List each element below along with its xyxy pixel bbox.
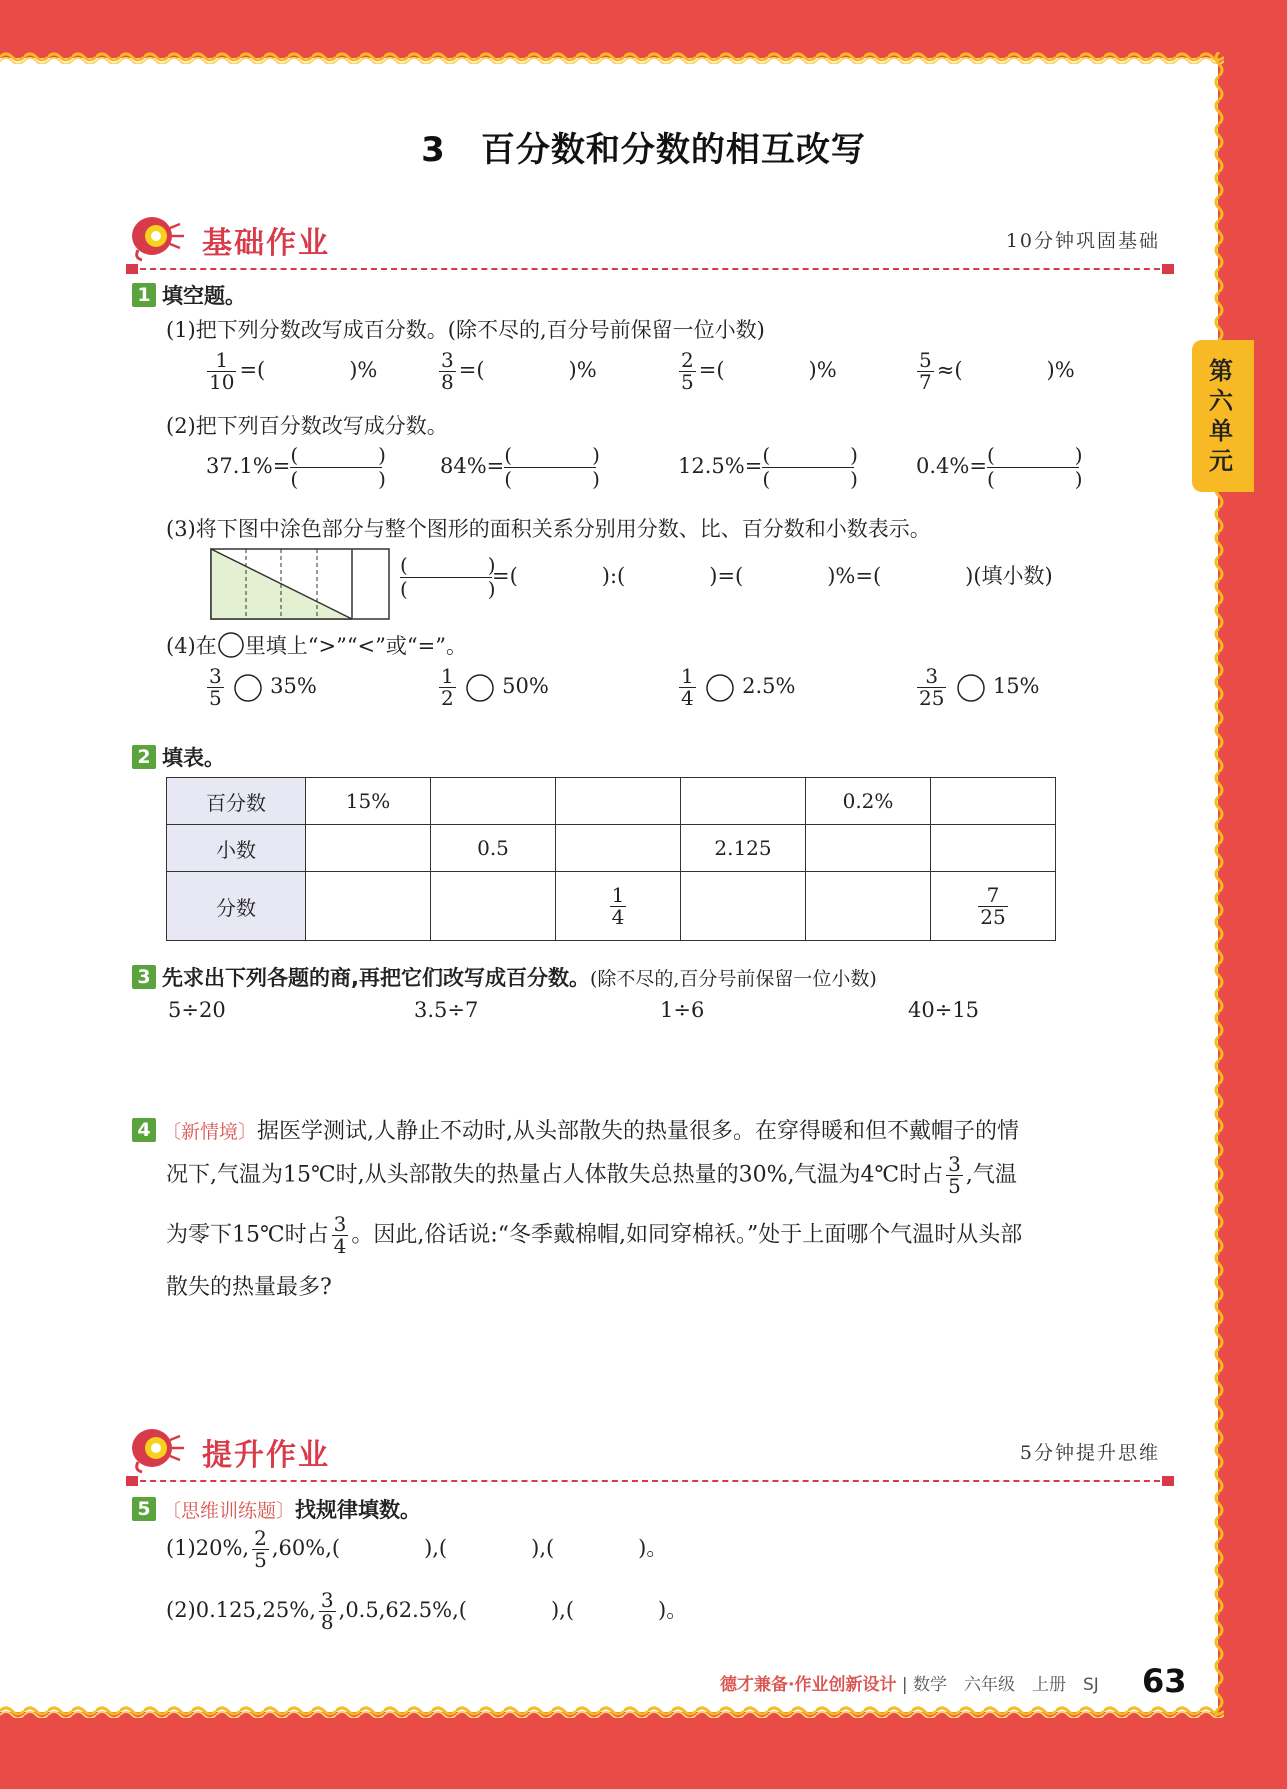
page-title: 3 百分数和分数的相互改写 [421,130,866,170]
q1-part1-item-2 [436,350,597,393]
table-cell-blank[interactable] [806,825,931,872]
q1-part4-item-2: $\frac{1}{2}$ 50% [441,664,549,710]
question-5-title: 找规律填数。 [295,1498,422,1522]
compare-circle-input[interactable] [233,673,263,703]
question-4-line-4: 散失的热量最多? [166,1275,332,1300]
q5-sequence-1: (1)20%, $\frac{2}{5}$ ,60%,( ),( ),( )。 [166,1526,668,1572]
fraction: $\frac{3}{25}$ [919,664,945,710]
page-number: 63 [1142,1662,1187,1700]
q1-part4-item-1: $\frac{3}{5}$ 35% [209,664,317,710]
table-cell-blank[interactable] [681,872,806,941]
section-sub-basic: 10分钟巩固基础 [1005,230,1160,252]
section-divider [130,268,1170,270]
question-3-note: (除不尽的,百分号前保留一位小数) [589,968,877,990]
question-5-heading [132,1494,421,1524]
question-tag: 〔思维训练题〕 [162,1500,296,1522]
fraction: $\frac{3}{5}$ [209,664,222,710]
q1-part1-text: (1)把下列分数改写成百分数。(除不尽的,百分号前保留一位小数) [166,318,765,342]
question-3-heading [132,962,877,992]
table-row-header: 小数 [167,825,306,872]
question-1-title: 填空题。 [162,284,246,308]
fraction: $\frac{3}{4}$ [333,1212,347,1258]
fraction: $\frac{5}{7}$ [919,348,932,394]
table-row [167,825,1056,872]
question-3-title: 先求出下列各题的商,再把它们改写成百分数。 [162,966,590,990]
q1-part2-item-1: 37.1%= ( ) ( ) [206,443,386,491]
section-sub-advanced: 5分钟提升思维 [1019,1442,1160,1464]
q1-part4-text: (4)在 里填上“>”“<”或“=”。 [166,630,467,660]
table-cell-blank[interactable] [431,778,556,825]
decorative-wave-right [1212,52,1226,1716]
q1-part2-item-3: 12.5%= ( ) ( ) [678,443,858,491]
q1-part4-item-4: $\frac{3}{25}$ 15% [919,664,1040,710]
q1-part2-item-2: 84%= ( ) ( ) [440,443,600,491]
fraction: $\frac{2}{5}$ [254,1526,267,1572]
compare-circle-input[interactable] [956,673,986,703]
question-number-badge: 5 [132,1497,156,1521]
question-number-badge: 3 [132,965,156,989]
table-cell-blank[interactable] [931,825,1056,872]
section-divider [130,1480,1170,1482]
answer-blank-fraction[interactable]: ( ) ( ) [986,443,1083,491]
footer-info: | 数学 六年级 上册 SJ [901,1675,1099,1695]
fraction: $\frac{3}{8}$ [441,348,454,394]
footer-brand: 德才兼备·作业创新设计 [720,1675,897,1695]
table-cell-blank[interactable] [306,825,431,872]
table-cell-blank[interactable] [681,778,806,825]
section-label-basic: 基础作业 [202,226,330,261]
q1-part3-answers [400,554,1053,601]
question-1-heading [132,280,246,310]
fraction: $\frac{3}{8}$ [320,1588,334,1634]
section-header-advanced [130,1424,1170,1474]
q1-part1-item-3 [676,350,837,393]
q1-part2-text: (2)把下列百分数改写成分数。 [166,414,448,438]
table-cell [556,872,681,941]
table-row [167,872,1056,941]
question-number-badge: 4 [132,1118,156,1142]
answer-blank-fraction[interactable]: ( ) ( ) [762,443,858,491]
table-row-header: 百分数 [167,778,306,825]
q3-item-1: 5÷20 [168,998,226,1022]
fraction: $\frac{1}{2}$ [441,664,454,710]
megaphone-icon [130,1424,190,1474]
decorative-wave-top [0,50,1224,64]
q3-item-2: 3.5÷7 [414,998,479,1022]
table-cell: 0.5 [431,825,556,872]
section-label-advanced: 提升作业 [202,1438,330,1473]
question-4-line-1: 4 〔新情境〕据医学测试,人静止不动时,从头部散失的热量很多。在穿得暖和但不戴帽子的情 [132,1114,1019,1145]
question-number-badge: 2 [132,745,156,769]
question-4-line-2: 况下,气温为15℃时,从头部散失的热量占人体散失总热量的30%,气温为4℃时占 $\frac{3}{5}$ ,气温 [166,1152,1017,1198]
fraction: $\frac{1}{4}$ [681,664,694,710]
fraction: $\frac{7}{25}$ [980,882,1006,929]
question-4-line-3: 为零下15℃时占 $\frac{3}{4}$ 。因此,俗话说:“冬季戴棉帽,如同穿棉袄。”处于上面哪个气温时从头部 [166,1212,1023,1258]
answer-blank-fraction[interactable]: ( ) ( ) [504,443,600,491]
table-cell-blank[interactable] [931,778,1056,825]
answer-blank[interactable]: =( )% [239,358,378,382]
table-row [167,778,1056,825]
table-cell-blank[interactable] [806,872,931,941]
megaphone-icon [130,212,190,262]
answer-blank-fraction[interactable]: ( ) ( ) [290,443,386,491]
table-cell [931,872,1056,941]
question-2-title: 填表。 [162,746,225,770]
table-row-header: 分数 [167,872,306,941]
question-2-heading [132,742,225,772]
answer-blanks[interactable]: =( ):( )=( )%=( )(填小数) [492,564,1053,588]
table-cell: 15% [306,778,431,825]
shaded-rectangle-figure [210,548,390,620]
question-tag: 〔新情境〕 [162,1121,258,1143]
table-cell: 0.2% [806,778,931,825]
q3-item-3: 1÷6 [660,998,705,1022]
table-cell-blank[interactable] [306,872,431,941]
fraction: $\frac{1}{4}$ [611,882,625,929]
answer-blank[interactable]: =( )% [698,358,837,382]
q3-item-4: 40÷15 [908,998,980,1022]
question-number-badge: 1 [132,283,156,307]
decorative-wave-bottom [0,1704,1224,1718]
section-header-basic [130,212,1170,262]
q1-part1-item-4 [914,350,1075,393]
q1-part1-item-1 [204,350,377,393]
circle-icon [217,631,245,659]
q1-part4-item-3: $\frac{1}{4}$ 2.5% [681,664,796,710]
answer-blank-fraction[interactable]: ( ) ( ) [400,553,496,601]
unit-side-tab [1192,340,1254,492]
answer-blank[interactable]: ≈( )% [936,358,1075,382]
q1-part3-text: (3)将下图中涂色部分与整个图形的面积关系分别用分数、比、百分数和小数表示。 [166,517,931,541]
page-footer [720,1670,1099,1695]
table-cell-blank[interactable] [556,778,681,825]
table-cell-blank[interactable] [431,872,556,941]
fraction: $\frac{2}{5}$ [681,348,694,394]
fraction: $\frac{1}{10}$ [209,348,235,394]
compare-circle-input[interactable] [705,673,735,703]
conversion-table [166,777,1056,941]
fraction: $\frac{3}{5}$ [948,1152,961,1198]
q1-part2-item-4: 0.4%= ( ) ( ) [916,443,1083,491]
table-cell: 2.125 [681,825,806,872]
q5-sequence-2: (2)0.125,25%, $\frac{3}{8}$ ,0.5,62.5%,( ),( )。 [166,1588,688,1634]
answer-blank[interactable]: =( )% [458,358,597,382]
compare-circle-input[interactable] [465,673,495,703]
unit-side-tab-label: 第六单元 [1209,357,1233,475]
table-cell-blank[interactable] [556,825,681,872]
